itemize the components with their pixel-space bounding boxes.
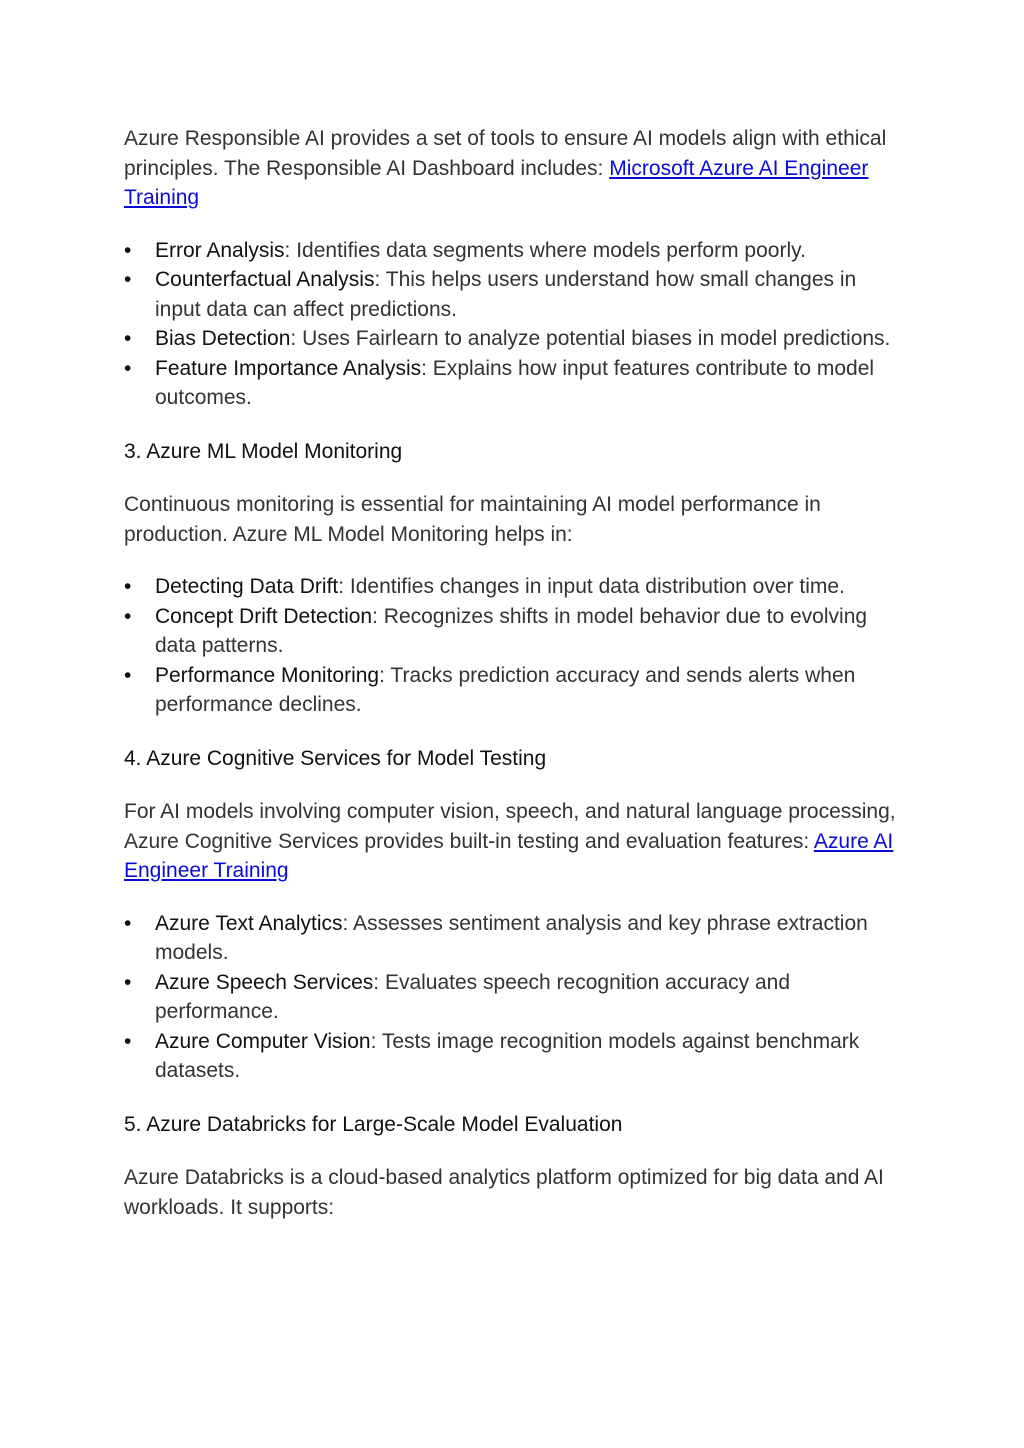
- list-item-desc: : Tracks prediction accuracy and sends alerts when performance declines.: [155, 663, 856, 716]
- section-4-text: For AI models involving computer vision, speech, and natural language processing, Azure Cognitive Services provides built-in testing and evaluation features:: [124, 800, 896, 853]
- list-item: [124, 265, 904, 324]
- document-page: [124, 124, 904, 1222]
- list-item-term: Counterfactual Analysis: [155, 268, 375, 291]
- list-item-term: Concept Drift Detection: [155, 604, 373, 628]
- list-item-desc: : Identifies changes in input data distribution over time.: [338, 575, 845, 598]
- section-5-heading: 5. Azure Databricks for Large-Scale Model Evaluation: [124, 1112, 623, 1136]
- list-item-term: Bias Detection: [155, 327, 291, 350]
- list-item-desc: : Explains how input features contribute to model outcomes.: [155, 356, 875, 409]
- list-item: [124, 236, 904, 266]
- list-item-term: Feature Importance Analysis: [155, 356, 422, 380]
- cognitive-services-list: [124, 909, 904, 1086]
- list-item: [124, 572, 904, 602]
- list-item-desc: : Uses Fairlearn to analyze potential biases in model predictions.: [290, 327, 891, 350]
- list-item-term: Azure Speech Services: [155, 970, 374, 994]
- intro-text: Azure Responsible AI provides a set of tools to ensure AI models align with ethical principles. The Responsible AI Dashboard includes:: [124, 127, 887, 180]
- responsible-ai-list: [124, 236, 904, 413]
- list-item-term: Azure Text Analytics: [155, 911, 343, 935]
- list-item-term: Azure Computer Vision: [155, 1029, 371, 1053]
- list-item-term: Error Analysis: [155, 238, 285, 262]
- list-item: [124, 354, 904, 413]
- list-item: [124, 909, 904, 968]
- list-item: [124, 1027, 904, 1086]
- list-item: [124, 602, 904, 661]
- list-item: [124, 661, 904, 720]
- section-4-paragraph: [124, 797, 904, 886]
- azure-ai-engineer-training-link[interactable]: Azure AI Engineer Training: [124, 829, 894, 882]
- list-item-desc: : Identifies data segments where models perform poorly.: [284, 238, 806, 262]
- list-item: [124, 324, 904, 354]
- section-3-heading: 3. Azure ML Model Monitoring: [124, 439, 403, 463]
- section-4-heading: 4. Azure Cognitive Services for Model Testing: [124, 746, 547, 770]
- microsoft-azure-ai-engineer-training-link[interactable]: Microsoft Azure AI Engineer Training: [124, 156, 869, 209]
- list-item-desc: : Assesses sentiment analysis and key phrase extraction models.: [155, 911, 868, 964]
- list-item-term: Detecting Data Drift: [155, 575, 339, 598]
- list-item-desc: : This helps users understand how small changes in input data can affect predictions.: [155, 268, 857, 321]
- list-item-desc: : Evaluates speech recognition accuracy and performance.: [155, 970, 791, 1023]
- monitoring-list: [124, 572, 904, 720]
- list-item-desc: : Tests image recognition models against benchmark datasets.: [155, 1029, 860, 1082]
- list-item-desc: : Recognizes shifts in model behavior due to evolving data patterns.: [155, 604, 868, 657]
- section-3-paragraph: Continuous monitoring is essential for maintaining AI model performance in production. Azure ML Model Monitoring helps in:: [124, 493, 821, 546]
- list-item: [124, 968, 904, 1027]
- list-item-term: Performance Monitoring: [155, 663, 380, 687]
- section-5-paragraph: Azure Databricks is a cloud-based analytics platform optimized for big data and AI workloads. It supports:: [124, 1166, 884, 1219]
- intro-paragraph: [124, 124, 904, 213]
